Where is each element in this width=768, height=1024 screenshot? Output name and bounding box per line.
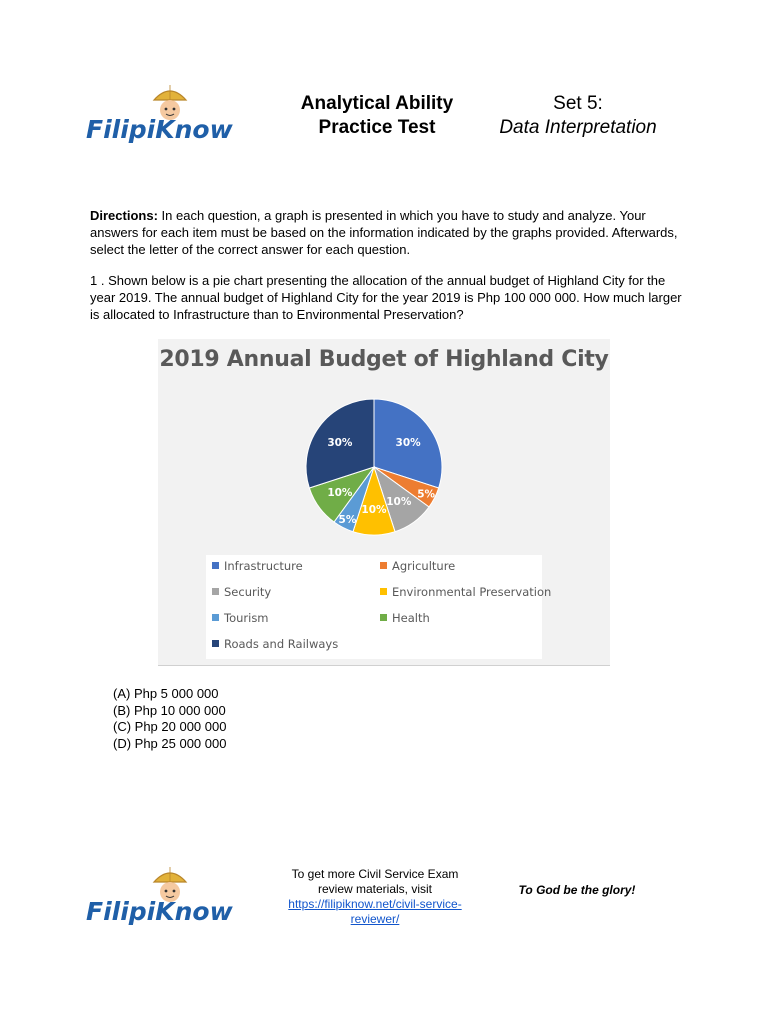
legend-label: Security: [224, 585, 272, 599]
filipiknow-logo: [84, 74, 256, 166]
answer-b[interactable]: (B) Php 10 000 000: [113, 702, 226, 718]
answer-c[interactable]: (C) Php 20 000 000: [113, 719, 227, 734]
directions-text: In each question, a graph is presented in which you have to study and analyze. Your answers for each item must be based on the information indicated by the graphs provided. Afterwards, select the letter of the correct answer for each question.: [90, 208, 678, 257]
pie-label-tourism: 5%: [338, 514, 357, 527]
legend-swatch: [212, 614, 219, 621]
question-text: 1 . Shown below is a pie chart presenting the allocation of the annual budget of Highland City for the year 2019. The annual budget of Highland City for the year 2019 is Php 100 000 000. How much larger is allocated to Infrastructure than to Environmental Preservation?: [90, 273, 682, 322]
chart-legend: [206, 555, 552, 659]
pie-label-health: 10%: [327, 486, 353, 499]
legend-swatch: [212, 588, 219, 595]
legend-item-infrastructure: [212, 559, 303, 573]
legend-label: Infrastructure: [224, 559, 303, 573]
pie-label-roads-and-railways: 30%: [327, 437, 353, 450]
answer-d[interactable]: (D) Php 25 000 000: [113, 735, 227, 751]
legend-label: Roads and Railways: [224, 637, 339, 651]
pie-svg: [158, 339, 610, 555]
legend-label: Environmental Preservation: [392, 585, 552, 599]
footer-note-text: To get more Civil Service Exam review materials, visit: [291, 867, 459, 896]
chart-title: 2019 Annual Budget of Highland City: [159, 347, 609, 372]
pie-chart: [158, 339, 610, 666]
legend-swatch: [380, 562, 387, 569]
title-line-2: Practice Test: [318, 117, 436, 138]
pie-label-infrastructure: 30%: [395, 437, 421, 450]
legend-item-tourism: [212, 611, 269, 625]
legend-label: Tourism: [224, 611, 269, 625]
title-line-1: Analytical Ability: [300, 93, 454, 114]
logo-text-footer: FilipiKnow: [86, 897, 233, 926]
legend-item-roads-and-railways: [212, 637, 338, 651]
legend-item-agriculture: [380, 559, 455, 573]
legend-item-health: [380, 611, 430, 625]
reviewer-link-line-1[interactable]: https://filipiknow.net/civil-service-: [288, 897, 462, 911]
answer-choices: [113, 686, 226, 752]
legend-swatch: [212, 640, 219, 647]
directions-label: Directions:: [90, 208, 158, 223]
set-label: Set 5:: [553, 93, 603, 114]
legend-item-security: [212, 585, 271, 599]
answer-a[interactable]: (A) Php 5 000 000: [113, 686, 219, 701]
pie-label-agriculture: 5%: [417, 488, 436, 501]
legend-label: Health: [392, 611, 430, 625]
logo-text: FilipiKnow: [86, 115, 233, 144]
logo-graphic-footer: [84, 856, 256, 948]
footer-note: [280, 867, 470, 927]
legend-swatch: [212, 562, 219, 569]
pie-label-environmental-preservation: 10%: [361, 504, 387, 517]
legend-swatch: [380, 588, 387, 595]
legend-swatch: [380, 614, 387, 621]
reviewer-link-line-2[interactable]: reviewer/: [350, 912, 400, 926]
legend-label: Agriculture: [392, 559, 456, 573]
filipiknow-logo-footer: [84, 856, 256, 948]
set-subtitle: Data Interpretation: [499, 117, 657, 138]
directions-paragraph: [90, 207, 686, 258]
legend-item-environmental-preservation: [380, 585, 551, 599]
test-title: [272, 92, 482, 140]
pie-label-security: 10%: [386, 496, 412, 509]
set-heading: [478, 92, 678, 140]
logo-graphic: [84, 74, 256, 166]
footer-motto: To God be the glory!: [518, 883, 636, 897]
